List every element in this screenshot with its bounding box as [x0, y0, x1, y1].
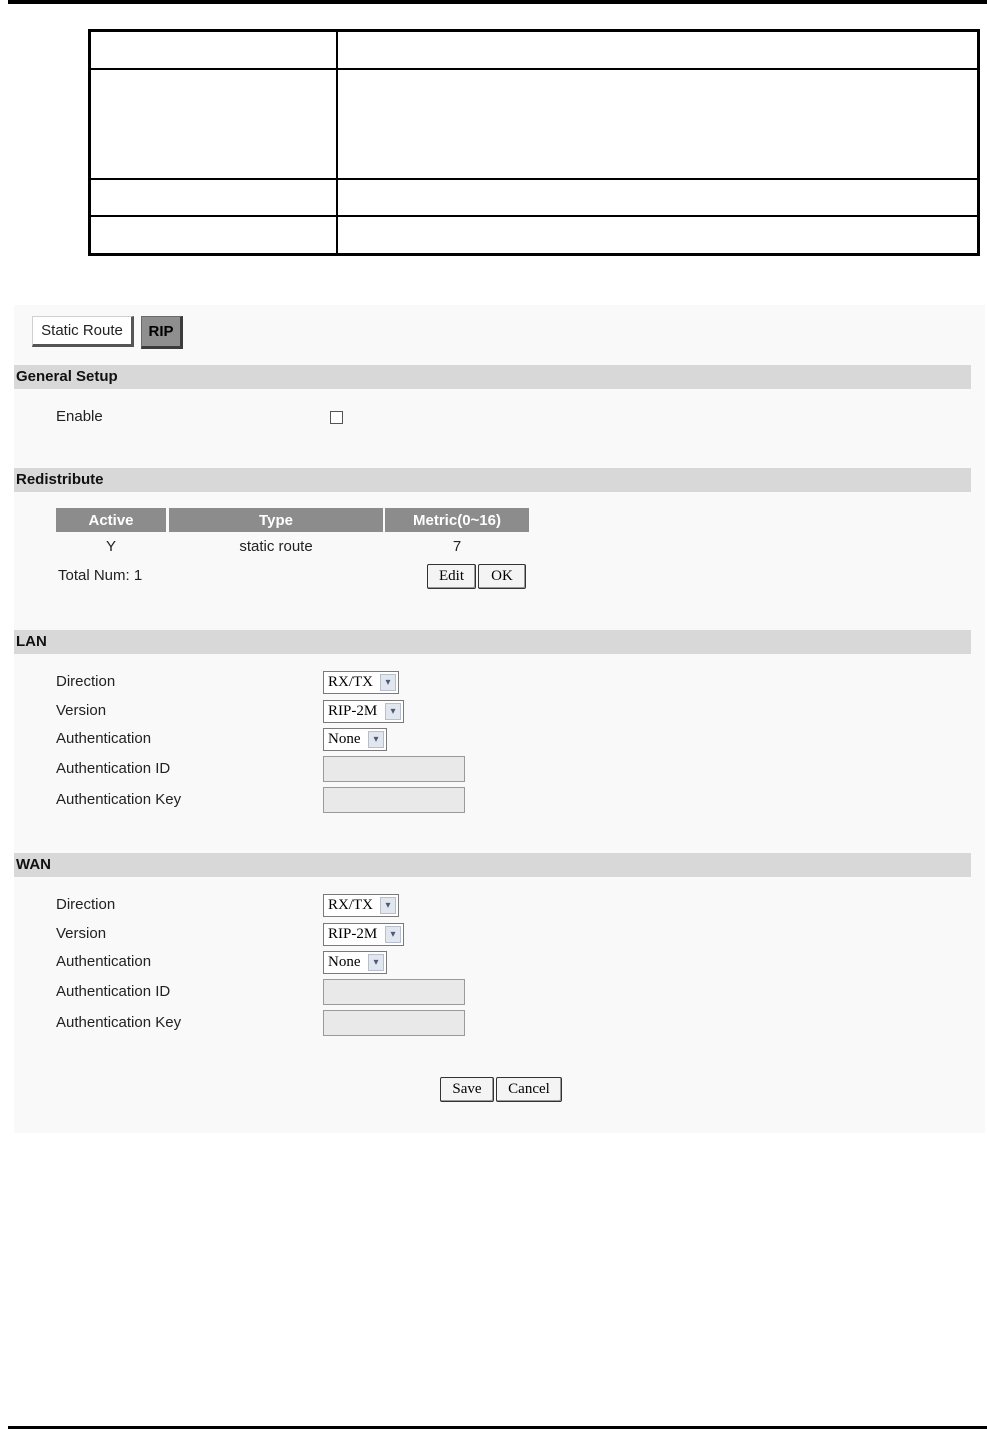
wan-version-value: RIP-2M	[328, 926, 378, 942]
lan-authentication-key-label: Authentication Key	[56, 791, 182, 808]
wan-authentication-select[interactable]	[323, 951, 387, 974]
wan-authentication-key-input[interactable]	[323, 1010, 465, 1036]
chevron-down-icon: ▾	[368, 954, 384, 971]
wan-direction-value: RX/TX	[328, 897, 373, 913]
wan-authentication-label: Authentication	[56, 953, 152, 970]
edit-button[interactable]: Edit	[427, 564, 476, 589]
chevron-down-icon: ▾	[380, 674, 396, 691]
tab-static-route[interactable]: Static Route	[32, 316, 134, 347]
cell-metric: 7	[452, 538, 462, 555]
doc-table-cell	[90, 216, 338, 254]
doc-table-cell	[90, 31, 338, 69]
column-header-metric: Metric(0~16)	[385, 508, 529, 532]
lan-authentication-id-label: Authentication ID	[56, 760, 171, 777]
wan-authentication-key-label: Authentication Key	[56, 1014, 182, 1031]
chevron-down-icon: ▾	[385, 703, 401, 720]
lan-authentication-select[interactable]	[323, 728, 387, 751]
doc-table-row	[90, 69, 979, 179]
cell-active: Y	[105, 538, 116, 555]
enable-label: Enable	[56, 408, 103, 425]
chevron-down-icon: ▾	[368, 731, 384, 748]
general-setup-header: General Setup	[14, 365, 971, 389]
lan-version-value: RIP-2M	[328, 703, 378, 719]
cancel-button[interactable]: Cancel	[496, 1077, 562, 1102]
bottom-rule	[8, 1426, 987, 1429]
cell-type: static route	[239, 538, 313, 555]
enable-checkbox[interactable]	[330, 411, 343, 424]
doc-table-row	[90, 179, 979, 216]
lan-direction-value: RX/TX	[328, 674, 373, 690]
lan-authentication-id-input[interactable]	[323, 756, 465, 782]
save-button[interactable]: Save	[440, 1077, 494, 1102]
doc-table-row	[90, 31, 979, 69]
wan-direction-label: Direction	[56, 896, 116, 913]
lan-version-label: Version	[56, 702, 107, 719]
wan-authentication-value: None	[328, 954, 361, 970]
column-header-active: Active	[56, 508, 166, 532]
wan-version-label: Version	[56, 925, 107, 942]
doc-table-row	[90, 216, 979, 254]
wan-authentication-id-input[interactable]	[323, 979, 465, 1005]
top-rule	[8, 0, 987, 4]
chevron-down-icon: ▾	[380, 897, 396, 914]
doc-table-cell	[90, 69, 338, 179]
column-header-type: Type	[169, 508, 383, 532]
tab-rip[interactable]: RIP	[141, 316, 183, 349]
rip-settings-panel	[14, 305, 985, 1133]
ok-button[interactable]: OK	[478, 564, 526, 589]
lan-authentication-label: Authentication	[56, 730, 152, 747]
lan-header: LAN	[14, 630, 971, 654]
wan-direction-select[interactable]	[323, 894, 399, 917]
lan-authentication-value: None	[328, 731, 361, 747]
lan-direction-label: Direction	[56, 673, 116, 690]
redistribute-header: Redistribute	[14, 468, 971, 492]
chevron-down-icon: ▾	[385, 926, 401, 943]
lan-direction-select[interactable]	[323, 671, 399, 694]
doc-table-cell	[337, 31, 979, 69]
wan-header: WAN	[14, 853, 971, 877]
doc-table-cell	[337, 216, 979, 254]
wan-authentication-id-label: Authentication ID	[56, 983, 171, 1000]
doc-table-cell	[90, 179, 338, 216]
doc-table-cell	[337, 69, 979, 179]
lan-authentication-key-input[interactable]	[323, 787, 465, 813]
doc-table-cell	[337, 179, 979, 216]
wan-version-select[interactable]	[323, 923, 404, 946]
document-table	[88, 29, 980, 256]
total-num: Total Num: 1	[58, 567, 143, 584]
lan-version-select[interactable]	[323, 700, 404, 723]
